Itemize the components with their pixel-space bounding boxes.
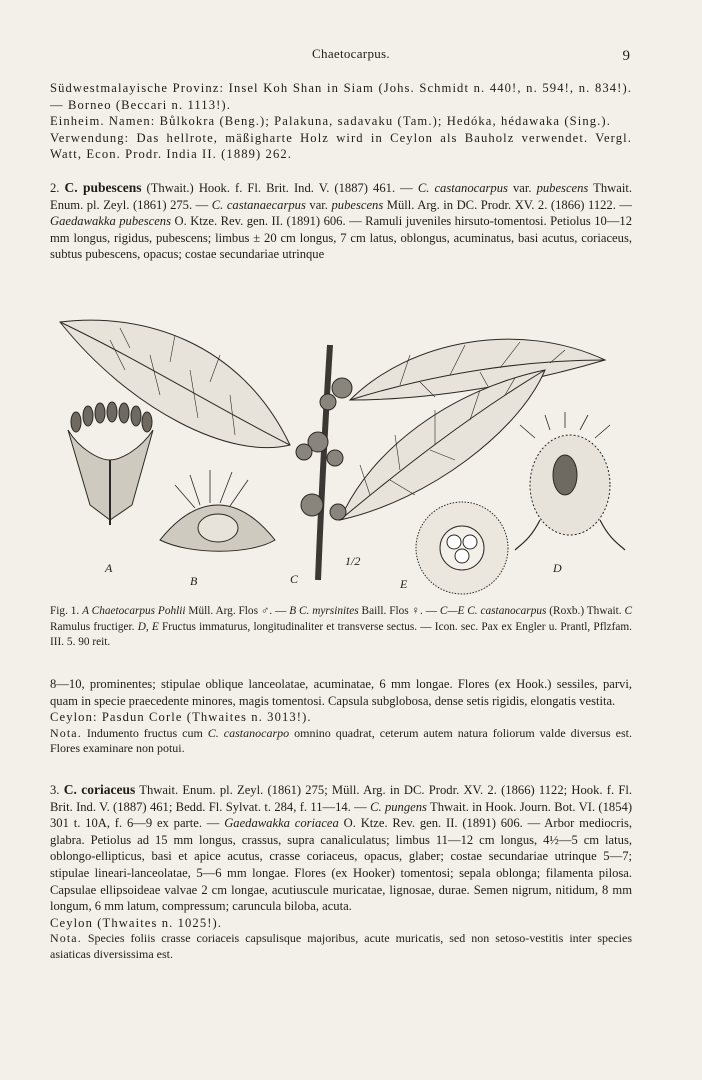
figure-scale-label: 1/2 xyxy=(345,554,361,568)
continuation-locality: Ceylon: Pasdun Corle (Thwaites n. 3013!). xyxy=(50,710,312,725)
page-number: 9 xyxy=(622,48,630,64)
botanical-figure xyxy=(50,300,652,600)
species-2-synonym-1-var: pubescens xyxy=(536,181,589,195)
species-2-citation: (Thwait.) Hook. f. Fl. Brit. Ind. V. (1887) 461. — xyxy=(146,181,418,195)
species-3-nota-text: Species foliis crasse coriaceis capsulisque majoribus, acute muricatis, sed non setoso-vestitis inter species asiaticas diversissima est. xyxy=(50,931,632,961)
figure-label-a: A xyxy=(105,561,113,575)
species-2-text-c: Thwait. Enum. pl. Zeyl. (1861) 275. — xyxy=(50,181,633,212)
nota-taxon: C. castanocarpo xyxy=(207,725,290,740)
species-3-locality: Ceylon (Thwaites n. 1025!). xyxy=(50,915,223,930)
species-2-synonym-2-var: pubescens xyxy=(331,197,384,212)
nota-text-a: Indumento fructus cum xyxy=(81,725,208,740)
fruit-1 xyxy=(332,378,352,398)
distribution-text: Südwestmalayische Provinz: Insel Koh Shan in Siam (Johs. Schmidt n. 440!, n. 594!, n. 834!). — Borneo (Beccari n. 1113!). xyxy=(50,81,632,112)
species-2-synonym-2: C. castanaecarpus xyxy=(211,197,306,212)
species-2-description: O. Ktze. Rev. gen. II. (1891) 606. — Ramuli juveniles hirsuto-tomentosi. Petiolus 10—12 mm longus, rigidus, pubescens; limbus ± 20 cm longus, 7 cm latus, oblongus, acuminatus, basi acutus, coriaceus, subtus pubescens, opacus; costae secundariae utrinque xyxy=(50,214,633,262)
nota-label: Nota. xyxy=(50,725,82,740)
usage-text: Verwendung: Das hellrote, mäßigharte Holz wird in Ceylon als Bauholz verwendet. Vergl. Watt, Econ. Prodr. India II. (1889) 262. xyxy=(50,130,632,162)
species-3-nota-label: Nota. xyxy=(50,931,82,946)
species-3-name: C. coriaceus xyxy=(63,782,136,797)
figure-b-flower xyxy=(160,470,275,551)
caption-text-2: Müll. Arg. Flos ♂. — xyxy=(185,605,290,617)
species-3-number: 3. xyxy=(50,783,60,797)
species-3-entry xyxy=(50,782,632,962)
caption-taxon-b: B C. myrsinites xyxy=(289,605,359,617)
species-3-citations: Thwait. Enum. pl. Zeyl. (1861) 275; Müll. Arg. in DC. Prodr. XV. 2. (1866) 1122; Hook. f. Fl. Brit. Ind. V. (1887) 461; Bedd. Fl. Sylvat. t. 284, f. 11—14. — xyxy=(50,783,632,814)
caption-taxon-c-e: C—E C. castanocarpus xyxy=(439,605,547,617)
species-2-name: C. pubescens xyxy=(64,180,142,195)
species-3-synonym-1: C. pungens xyxy=(370,799,427,814)
caption-text-6: Fructus immaturus, longitudinaliter et transverse sectus. — Icon. sec. Pax ex Engler u. Prantl, Pflzfam. III. 5. 90 reit. xyxy=(50,620,632,648)
species-2-text-b: var. xyxy=(507,181,537,195)
caption-letter-c: C xyxy=(624,605,633,617)
species-2-entry xyxy=(50,180,632,263)
continuation-nota xyxy=(50,726,632,757)
figure-e-fruit-cross-section xyxy=(416,502,508,594)
caption-text-5: Ramulus fructiger. xyxy=(50,620,138,633)
figure-illustration xyxy=(50,300,652,600)
caption-letters-d-e: D, E xyxy=(137,620,159,633)
species-2-number: 2. xyxy=(50,181,60,195)
species-3-nota xyxy=(50,931,632,962)
figure-label-b: B xyxy=(190,574,198,588)
species-3-description: O. Ktze. Rev. gen. II. (1891) 606. — Arbor mediocris, glabra. Petiolus ad 15 mm longus, crassus, supra canaliculatus; limbus 11—12 cm longus, 4½—5 cm latus, oblongo-ellipticus, basi et apice acutus, crasse coriaceus, opacus, glaber; costae secundariae utrinque 5—7; stipulae lineari-lanceolatae, 5—6 mm longae. Flores (ex Hooker) tomentosi; sepala oblonga; filamenta pilosa. Capsulae ellipsoideae valvae 2 cm longae, acutiuscule muricatae, lignosae, durae. Semen nigrum, nitidum, 8 mm longum, 6 mm latum, compressum; caruncula biloba, acuta. xyxy=(50,816,632,914)
caption-text-3: Baill. Flos ♀. — xyxy=(358,605,440,617)
native-names-text: Einheim. Namen: Bůlkokra (Beng.); Palakuna, sadavaku (Tam.); Hedóka, hédawaka (Sing.). xyxy=(50,114,611,129)
running-title: Chaetocarpus. xyxy=(312,46,390,61)
page-header xyxy=(0,46,702,66)
fruit-3 xyxy=(301,494,323,516)
species-2-synonym-3: Gaedawakka pubescens xyxy=(50,214,171,229)
species-3-text-b: Thwait. in Hook. Journ. Bot. VI. (1854) 301 t. 10A, f. 6—9 ex parte. — xyxy=(50,799,633,831)
figure-a-flower xyxy=(68,402,153,525)
species-2-synonym-1: C. castanocarpus xyxy=(417,181,508,195)
caption-taxon-a: A Chaetocarpus Pohlii xyxy=(82,605,186,617)
figure-caption xyxy=(50,604,632,651)
figure-label-c: C xyxy=(290,572,299,586)
distribution-block xyxy=(50,80,632,163)
species-2-text-e: Müll. Arg. in DC. Prodr. XV. 2. (1866) 1122. — xyxy=(383,197,632,212)
continuation-block xyxy=(50,676,632,757)
figure-d-fruit-section xyxy=(515,412,625,550)
species-3-paragraph xyxy=(50,782,632,915)
species-2-paragraph xyxy=(50,180,632,263)
caption-text-4: (Roxb.) Thwait. xyxy=(546,605,625,617)
continuation-description: 8—10, prominentes; stipulae oblique lanceolatae, acuminatae, 6 mm longae. Flores (ex Hook.) sessiles, parvi, quam in specie praecedente minores, magis tomentosi. Capsula subglobosa, dense setis rigidis, elongatis vestita. xyxy=(50,677,632,708)
species-3-synonym-2: Gaedawakka coriacea xyxy=(224,816,339,831)
figure-label-e: E xyxy=(400,577,408,591)
figure-label-d: D xyxy=(553,561,562,575)
nota-text-b: omnino quadrat, ceterum autem natura foliorum valde diversus est. Flores examinare non potui. xyxy=(50,725,632,756)
caption-fig-number: Fig. 1. xyxy=(50,605,83,617)
upper-right-leaf xyxy=(350,339,605,400)
species-2-text-d: var. xyxy=(305,197,332,212)
